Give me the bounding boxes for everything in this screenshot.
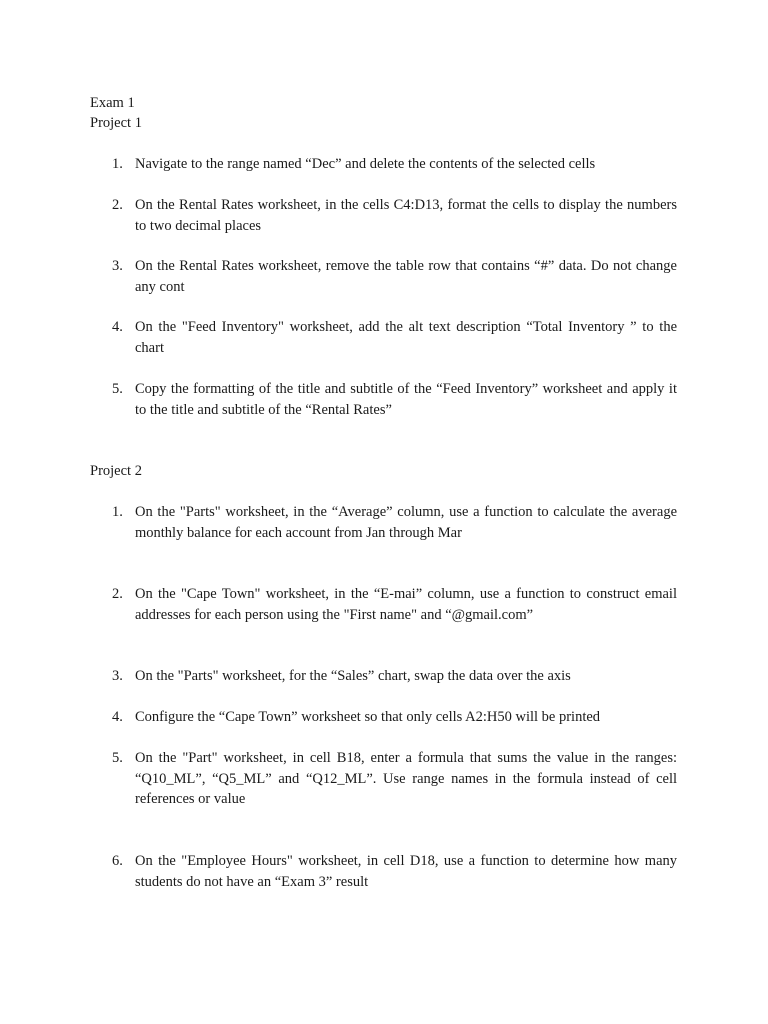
list-item-text: Navigate to the range named “Dec” and delete the contents of the selected cells	[135, 156, 596, 172]
list-item-number: 3.	[112, 258, 123, 274]
list-item-text: Copy the formatting of the title and subtitle of the “Feed Inventory” worksheet and apply it to the title and subtitle of the “Rental Rates”	[135, 381, 677, 418]
list-item	[112, 256, 677, 297]
list-item	[112, 502, 677, 543]
list-item-number: 5.	[112, 381, 123, 397]
list-item-text: On the "Parts" worksheet, for the “Sales” chart, swap the data over the axis	[135, 668, 571, 684]
list-item-text: On the "Cape Town" worksheet, in the “E-mai” column, use a function to construct email addresses for each person using the "First name" and “@gmail.com”	[135, 586, 677, 623]
list-item-text: On the "Part" worksheet, in cell B18, enter a formula that sums the value in the ranges: “Q10_ML”, “Q5_ML” and “Q12_ML”. Use range names in the formula instead of cell references or value	[135, 750, 677, 807]
project1-title: Project 1	[90, 115, 142, 131]
list-item-number: 1.	[112, 504, 123, 520]
list-item-text: On the Rental Rates worksheet, in the cells C4:D13, format the cells to display the numbers to two decimal places	[135, 197, 677, 234]
list-item-number: 5.	[112, 750, 123, 766]
list-item	[112, 584, 677, 625]
list-item	[112, 379, 677, 420]
list-item-text: On the "Employee Hours" worksheet, in cell D18, use a function to determine how many students do not have an “Exam 3” result	[135, 853, 677, 890]
list-item-number: 4.	[112, 709, 123, 725]
list-item-number: 4.	[112, 319, 123, 335]
list-item	[112, 707, 677, 728]
list-item-number: 2.	[112, 586, 123, 602]
exam-title: Exam 1	[90, 95, 135, 111]
list-item	[112, 317, 677, 358]
list-item-number: 1.	[112, 156, 123, 172]
list-item-number: 3.	[112, 668, 123, 684]
list-item-text: Configure the “Cape Town” worksheet so that only cells A2:H50 will be printed	[135, 709, 601, 725]
list-item-text: On the "Feed Inventory" worksheet, add the alt text description “Total Inventory ” to the chart	[135, 319, 677, 356]
project2-title: Project 2	[90, 463, 142, 479]
list-item	[112, 851, 677, 892]
list-item-number: 2.	[112, 197, 123, 213]
list-item	[112, 666, 677, 687]
list-item-number: 6.	[112, 853, 123, 869]
list-item	[112, 154, 677, 175]
list-item	[112, 748, 677, 810]
list-item-text: On the Rental Rates worksheet, remove the table row that contains “#” data. Do not change any cont	[135, 258, 677, 295]
list-item	[112, 195, 677, 236]
list-item-text: On the "Parts" worksheet, in the “Average” column, use a function to calculate the average monthly balance for each account from Jan through Mar	[135, 504, 677, 541]
